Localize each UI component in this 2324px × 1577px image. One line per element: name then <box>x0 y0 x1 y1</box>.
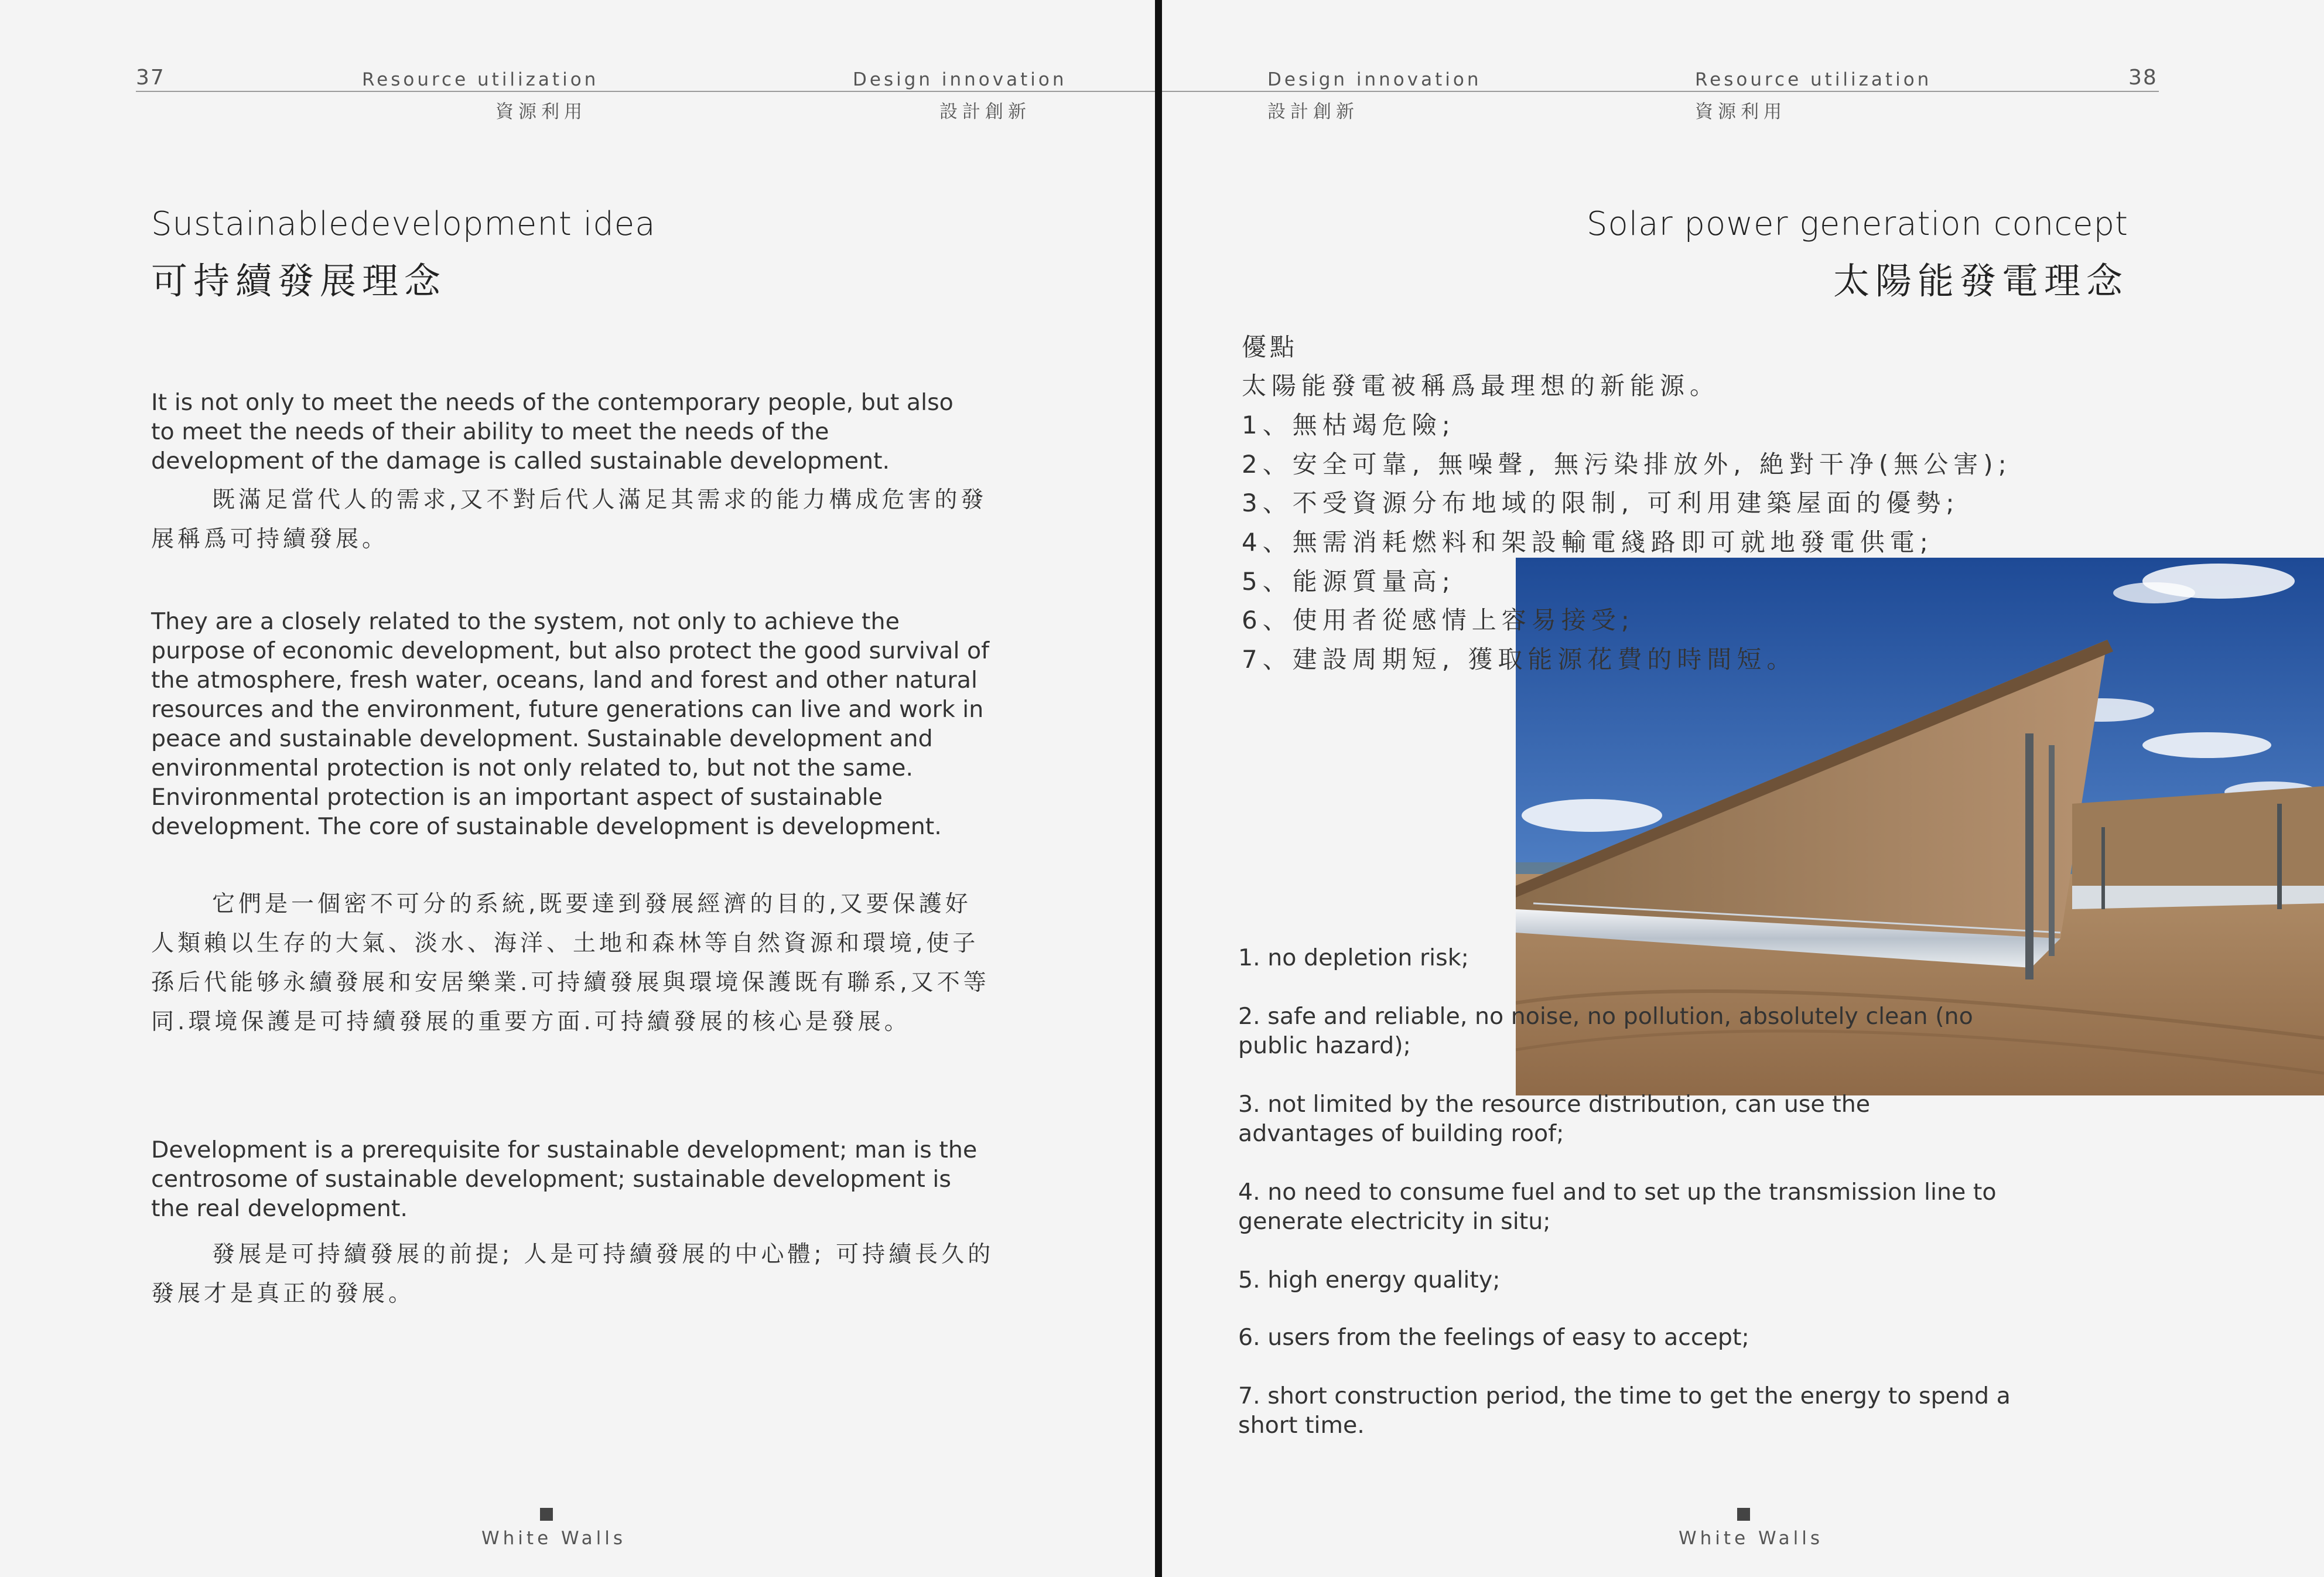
header-resource-zh: 資源利用 <box>495 101 587 122</box>
header-design-zh: 設計創新 <box>939 101 1031 122</box>
advantage-en-2: 2. safe and reliable, no noise, no pollution, absolutely clean (no public hazard); <box>1238 1003 1973 1059</box>
page-title-zh-right: 太陽能發電理念 <box>1833 260 2128 302</box>
page-title-zh: 可持續發展理念 <box>151 260 447 302</box>
footer-brand-right: White Walls <box>1679 1528 1824 1549</box>
paragraph-2-zh: 它們是一個密不可分的系統,既要達到發展經濟的目的,又要保護好人類賴以生存的大氣、淡水、海洋、土地和森林等自然資源和環境,使子孫后代能够永續發展和安居樂業.可持續發展與環境保護既有聯系,又不等同.環境保護是可持續發展的重要方面.可持續發展的核心是發展。 <box>151 891 990 1035</box>
advantage-zh-7: 7、建設周期短, 獲取能源花費的時間短。 <box>1242 645 1797 674</box>
header-design-en-right: Design innovation <box>1267 69 1482 90</box>
header-rule-right <box>1162 91 2159 92</box>
paragraph-1-zh: 既滿足當代人的需求,又不對后代人滿足其需求的能力構成危害的發展稱爲可持續發展。 <box>151 487 987 552</box>
paragraph-2-en: They are a closely related to the system, not only to achieve the purpose of economic development, but also protect the good survival of the atmosphere, fresh water, oceans, land and forest and other natural resources and the environment, future generations can live and work in peace and sustainable development. Sustainable development and environmental protection is not only related to, but not the same. Environmental protection is an important aspect of sustainable development. The core of sustainable development is development. <box>151 608 990 840</box>
advantage-en-3: 3. not limited by the resource distribution, can use the advantages of building roof; <box>1238 1091 1871 1147</box>
advantage-zh-2: 2、安全可靠, 無噪聲, 無污染排放外, 絶對干净(無公害); <box>1242 450 2012 479</box>
advantage-en-6: 6. users from the feelings of easy to accept; <box>1238 1324 1749 1351</box>
advantage-en-1: 1. no depletion risk; <box>1238 944 1469 971</box>
book-spine <box>1155 0 1162 1577</box>
paragraph-3-en: Development is a prerequisite for sustainable development; man is the centrosome of sustainable development; sustainable development is the real development. <box>151 1136 978 1222</box>
left-page <box>0 0 1155 1577</box>
header-design-zh-right: 設計創新 <box>1267 101 1359 122</box>
advantage-en-5: 5. high energy quality; <box>1238 1267 1501 1293</box>
footer-square-mark <box>540 1508 553 1521</box>
advantage-zh-1: 1、無枯竭危險; <box>1242 411 1455 439</box>
advantages-heading: 優點 <box>1242 333 1298 361</box>
advantage-zh-6: 6、使用者從感情上容易接受; <box>1242 606 1635 634</box>
header-rule <box>136 91 1155 92</box>
advantage-en-7: 7. short construction period, the time to get the energy to spend a short time. <box>1238 1383 2011 1439</box>
advantage-zh-3: 3、不受資源分布地域的限制, 可利用建築屋面的優勢; <box>1242 489 1960 517</box>
header-design-en: Design innovation <box>853 69 1067 90</box>
header-resource-en-right: Resource utilization <box>1695 69 1932 90</box>
page-title-en: Sustainabledevelopment idea <box>151 205 656 243</box>
footer-brand-left: White Walls <box>481 1528 627 1549</box>
header-resource-zh-right: 資源利用 <box>1695 101 1786 122</box>
header-resource-en: Resource utilization <box>362 69 599 90</box>
paragraph-3-zh: 發展是可持續發展的前提; 人是可持續發展的中心體; 可持續長久的發展才是真正的發展。 <box>151 1241 994 1307</box>
advantages-intro: 太陽能發電被稱爲最理想的新能源。 <box>1242 371 1720 400</box>
page-title-en-right: Solar power generation concept <box>1586 205 2128 243</box>
paragraph-1-en: It is not only to meet the needs of the contemporary people, but also to meet the needs of their ability to meet the needs of the development of the damage is called sustainable development. <box>151 389 953 475</box>
page-number-left: 37 <box>136 66 165 90</box>
advantage-zh-4: 4、無需消耗燃料和架設輸電綫路即可就地發電供電; <box>1242 528 1933 557</box>
advantage-zh-5: 5、能源質量高; <box>1242 567 1455 596</box>
advantage-en-4: 4. no need to consume fuel and to set up the transmission line to generate electricity in situ; <box>1238 1179 1997 1235</box>
footer-square-mark-right <box>1737 1508 1750 1521</box>
page-number-right: 38 <box>2128 66 2158 90</box>
